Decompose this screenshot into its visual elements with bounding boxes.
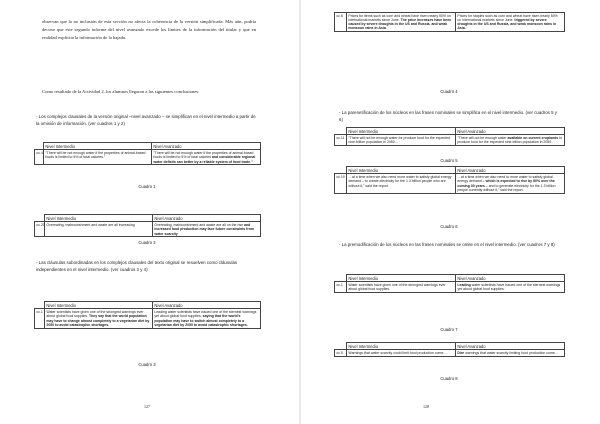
cuadro-2-table	[34, 214, 261, 237]
advanced-text: Leading water scientists have issued one of the sternest warnings yet about global food supplies, saying that the world's population may have to switch almost completely to a vegetarian diet by 2050 to avoid catastrophic shortages.	[153, 309, 261, 328]
intermediate-text: "There will be not enough water if the properties of animal-based foods is limited to 5% of total calories."	[44, 150, 152, 165]
advanced-text: Prices for staples such as corn and wheat have risen nearly 50% on international markets since June, triggered by severe droughts in the US and Russia, and weak monsoon rains in Asia.	[456, 13, 565, 32]
clause-id: cc.19	[335, 174, 347, 193]
clause-id: cc.11	[335, 135, 347, 146]
clause-id: cc.6	[335, 13, 347, 32]
header-intermedio: Nivel Intermedio	[347, 275, 456, 282]
right-page	[301, 0, 600, 424]
header-intermedio: Nivel Intermedio	[44, 143, 152, 150]
advanced-text: "There will be not enough water if the properties of animal-based foods is limited to 5% of total calories and considerable regional water deficits can better by a reliable system of food trade."	[152, 150, 261, 165]
advanced-text: "There will not be enough water available on current croplands to produce food for the expected nine-billion population in 2050…	[456, 135, 565, 146]
cuadro-3-table	[34, 301, 261, 329]
header-avanzado: Nivel Avanzado	[456, 167, 565, 174]
cuadro-7-table	[334, 274, 565, 293]
header-intermedio: Nivel Intermedio	[347, 167, 456, 174]
page-number: 128	[423, 404, 429, 409]
advanced-text: Overeating, malnourishment and waste are all on the rise and increased food production may face future constraints from water scarcity	[153, 222, 261, 237]
header-avanzado: Nivel Avanzado	[456, 128, 565, 135]
caption-cuadro-3: Cuadro 3	[138, 362, 156, 367]
clause-id: cc.5	[335, 350, 347, 356]
header-avanzado: Nivel Avanzado	[456, 343, 565, 350]
header-intermedio: Nivel Intermedio	[347, 128, 456, 135]
cuadro-6-table	[334, 166, 565, 194]
header-avanzado: Nivel Avanzado	[456, 275, 565, 282]
paragraph-intro: observan que la no inclusión de esta sección no afecta la coherencia de la versión simplificada. Más aún, podría decirse que este segundo informe del nivel avanzado excede los límites de la información del titular y que en realidad explicita la información de la bajada.	[42, 19, 256, 41]
cuadro-1-table	[34, 142, 261, 165]
intermediate-text: Water scientists have given one of the strongest warnings ever about global food supplies.	[347, 282, 456, 293]
caption-cuadro-5: Cuadro 5	[440, 158, 458, 163]
advanced-text: Leading water scientists have issued one of the sternest warnings yet about global food supplies.	[456, 282, 565, 293]
header-avanzado: Nivel Avanzado	[153, 215, 261, 222]
conclusion-note-3: - La parenetificación de los núcleos en las frases nominales se simplifica en el nivel intermedio. (ver cuadros 5 y 6)	[339, 110, 557, 123]
clause-id: cc.1	[335, 282, 347, 293]
conclusion-note-1: - Los complejos clausales de la versión original –nivel avanzado – se simplifican en el nivel intermedio a partir de la omisión de información. (ver cuadros 1 y 2)	[36, 114, 256, 127]
intermediate-text: Water scientists have given one of the strongest warnings ever about global food supplies. They say that the world population may have to change almost completely to a vegetarian diet by 2050 to avoid catastrophic shortages.	[45, 309, 153, 328]
clause-id: cc.1	[35, 309, 45, 328]
intermediate-text: …at a time when we also need more water to satisfy global energy demand – to create electricity for the 1.3 billion people who are without it," said the report.	[347, 174, 456, 193]
cuadro-8-table	[334, 342, 565, 357]
header-avanzado: Nivel Avanzado	[153, 302, 261, 309]
advanced-text: …at a time when we also need to more water to satisfy global energy demand – which is expected to rise by 80% over the coming 30 years – and to generate electricity for the 1.3 billion people currently without it," said the report.	[456, 174, 565, 193]
conclusion-note-4: - La premodificación de los núcleos en las frases nominales se omite en el nivel intermedio. (ver cuadros 7 y 8)	[339, 242, 555, 247]
caption-cuadro-8: Cuadro 8	[440, 376, 458, 381]
advanced-text: Dire warnings that water scarcity limiting food production come…	[456, 350, 565, 356]
caption-cuadro-7: Cuadro 7	[440, 327, 458, 332]
caption-cuadro-4: Cuadro 4	[440, 89, 458, 94]
intermediate-text: Overeating, malnourishment and waste are all increasing	[45, 222, 153, 237]
left-page	[0, 0, 299, 424]
intermediate-text: "There will not be enough water for produce food for the expected nine-billion population in 2050…	[347, 135, 456, 146]
cuadro-5-table	[334, 127, 565, 146]
header-intermedio: Nivel Intermedio	[45, 302, 153, 309]
intermediate-text: Warnings that water scarcity could limit food production come…	[347, 350, 456, 356]
header-intermedio: Nivel Intermedio	[347, 343, 456, 350]
conclusion-note-2: - Las cláusulas subordinadas en los complejos clausales del texto original se resuelven como cláusulas independientes en el nivel intermedio. (ver cuadros 3 y 4)	[36, 260, 238, 273]
clause-id: cc.20	[35, 222, 45, 237]
paragraph-conclusions: Como resultado de la Actividad 2, los alumnos llegaron a las siguientes conclusiones:	[42, 89, 200, 94]
caption-cuadro-1: Cuadro 1	[138, 184, 156, 189]
caption-cuadro-2: Cuadro 2	[138, 240, 156, 245]
cuadro-4-table	[334, 12, 565, 32]
header-avanzado: Nivel Avanzado	[152, 143, 261, 150]
intermediate-text: Prices for items such as corn and wheat have risen nearly 50% on international markets since June. The price increases have been caused by severe droughts in the US and Russia, and weak monsoon rains in Asia.	[347, 13, 456, 32]
caption-cuadro-6: Cuadro 6	[440, 224, 458, 229]
page-number: 127	[144, 404, 150, 409]
clause-id: cc.4	[35, 150, 44, 165]
header-intermedio: Nivel Intermedio	[45, 215, 153, 222]
